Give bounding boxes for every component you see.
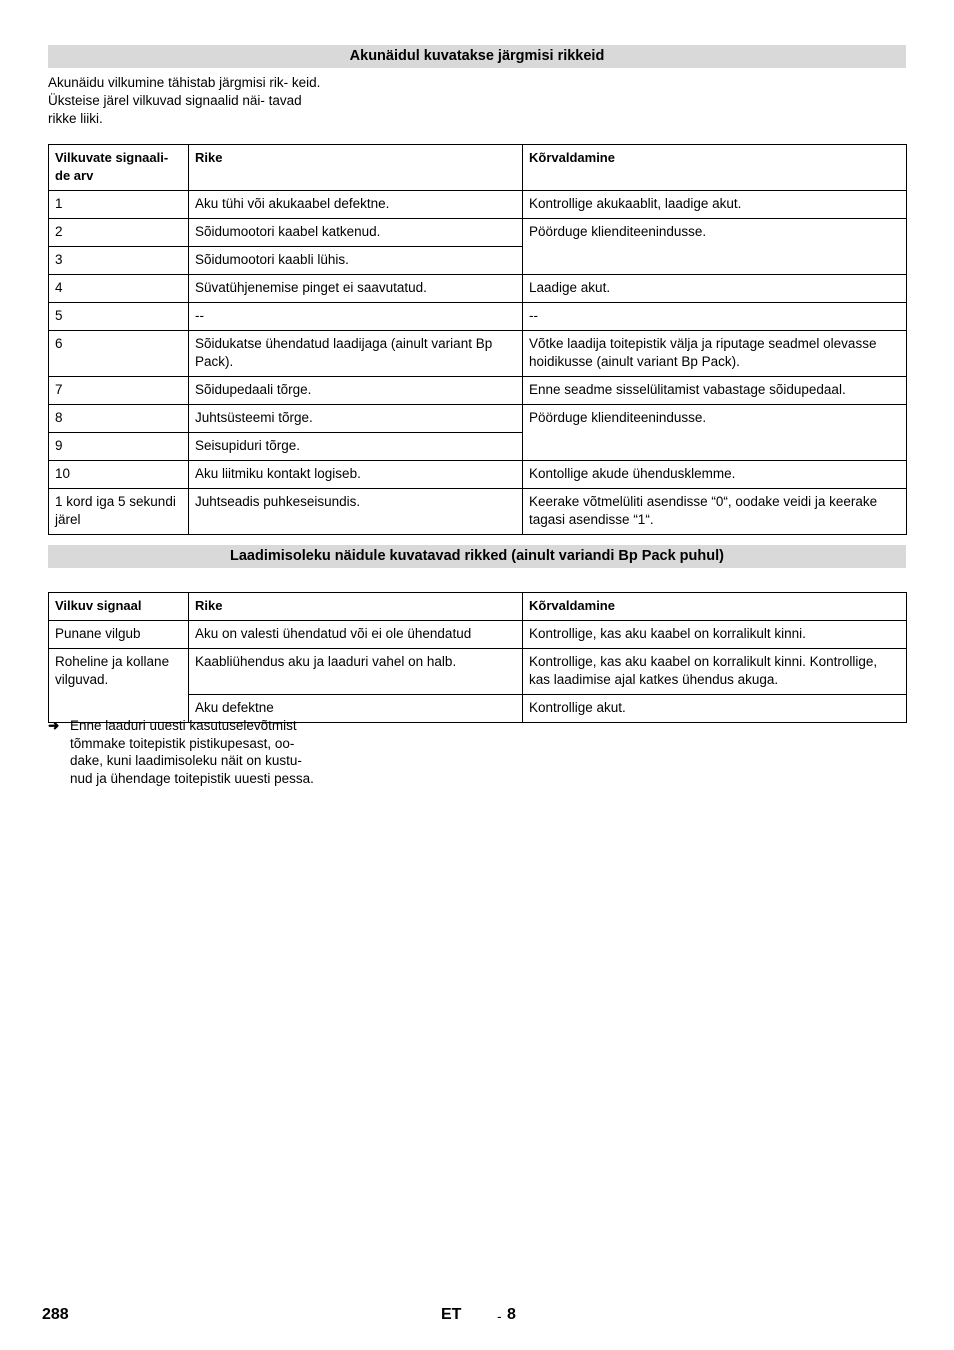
- signal-count: 1: [49, 191, 189, 219]
- table-row: [49, 649, 907, 695]
- signal-count: 1 kord iga 5 sekundi järel: [49, 489, 189, 535]
- remedy-cell: Keerake võtmelüliti asendisse “0“, oodake veidi ja keerake tagasi asendisse “1“.: [523, 489, 907, 535]
- header-fault: Rike: [189, 593, 523, 621]
- header-remedy: Kõrvaldamine: [523, 145, 907, 191]
- intro-text: Akunäidu vilkumine tähistab järgmisi rik- keid. Üksteise järel vilkuvad signaalid näi- tavad rikke liiki.: [48, 75, 321, 126]
- signal-count: 4: [49, 275, 189, 303]
- signal-count: 8: [49, 405, 189, 433]
- table-row: [49, 405, 907, 433]
- table-row: [49, 377, 907, 405]
- fault-cell: --: [189, 303, 523, 331]
- fault-cell: Sõidupedaali tõrge.: [189, 377, 523, 405]
- signal-count: 6: [49, 331, 189, 377]
- fault-cell: Juhtsüsteemi tõrge.: [189, 405, 523, 433]
- fault-cell: Süvatühjenemise pinget ei saavutatud.: [189, 275, 523, 303]
- fault-cell: Aku on valesti ühendatud või ei ole ühendatud: [189, 621, 523, 649]
- signal-count: 9: [49, 433, 189, 461]
- signal-count: 7: [49, 377, 189, 405]
- page-number: 288: [42, 1306, 69, 1323]
- header-remedy: Kõrvaldamine: [523, 593, 907, 621]
- header-fault: Rike: [189, 145, 523, 191]
- fault-cell: Juhtseadis puhkeseisundis.: [189, 489, 523, 535]
- table-header-row: [49, 145, 907, 191]
- fault-cell: Sõidumootori kaabel katkenud.: [189, 219, 523, 247]
- remedy-cell: Enne seadme sisselülitamist vabastage sõidupedaal.: [523, 377, 907, 405]
- fault-cell: Aku liitmiku kontakt logiseb.: [189, 461, 523, 489]
- language-code: ET: [441, 1306, 462, 1323]
- remedy-cell: Laadige akut.: [523, 275, 907, 303]
- signal-count: 3: [49, 247, 189, 275]
- fault-cell: Seisupiduri tõrge.: [189, 433, 523, 461]
- remedy-cell: --: [523, 303, 907, 331]
- remedy-cell: Kontrollige, kas aku kaabel on korralikult kinni. Kontrollige, kas laadimise ajal katkes ühendus akuga.: [523, 649, 907, 695]
- sub-page-number: 8: [507, 1306, 516, 1323]
- remedy-cell: Võtke laadija toitepistik välja ja riputage seadmel olevasse hoidikusse (ainult variant Bp Pack).: [523, 331, 907, 377]
- table-row: [49, 275, 907, 303]
- table-row: [49, 489, 907, 535]
- section-title-battery-faults: Akunäidul kuvatakse järgmisi rikkeid: [48, 45, 906, 68]
- table-row: [49, 461, 907, 489]
- table-row: [49, 303, 907, 331]
- remedy-cell: Kontrollige, kas aku kaabel on korralikult kinni.: [523, 621, 907, 649]
- header-signal: Vilkuv signaal: [49, 593, 189, 621]
- fault-cell: Aku tühi või akukaabel defektne.: [189, 191, 523, 219]
- remedy-cell: Pöörduge klienditeenindusse.: [523, 405, 907, 461]
- section-title-charge-indicator-faults: Laadimisoleku näidule kuvatavad rikked (ainult variandi Bp Pack puhul): [48, 545, 906, 568]
- table-header-row: [49, 593, 907, 621]
- remedy-cell: Kontrollige akut.: [523, 695, 907, 723]
- fault-cell: Sõidumootori kaabli lühis.: [189, 247, 523, 275]
- remedy-cell: Pöörduge klienditeenindusse.: [523, 219, 907, 275]
- footer-separator: -: [497, 1308, 502, 1324]
- table-row: [49, 621, 907, 649]
- table-row: [49, 191, 907, 219]
- signal-count: 10: [49, 461, 189, 489]
- signal-cell: Roheline ja kollane vilguvad.: [49, 649, 189, 723]
- remedy-cell: Kontrollige akukaablit, laadige akut.: [523, 191, 907, 219]
- table-row: [49, 331, 907, 377]
- table-row: [49, 219, 907, 247]
- arrow-right-icon: ➜: [48, 718, 60, 733]
- signal-count: 5: [49, 303, 189, 331]
- signal-cell: Punane vilgub: [49, 621, 189, 649]
- charger-restart-note: [48, 717, 328, 787]
- fault-cell: Aku defektne: [189, 695, 523, 723]
- battery-fault-table: [48, 144, 907, 535]
- charge-fault-table: [48, 592, 907, 723]
- header-signal-count: Vilkuvate signaali- de arv: [49, 145, 189, 191]
- note-text: Enne laaduri uuesti kasutuselevõtmist tõmmake toitepistik pistikupesast, oo- dake, kuni laadimisoleku näit on kustu- nud ja ühendage toitepistik uuesti pessa.: [70, 718, 314, 786]
- signal-count: 2: [49, 219, 189, 247]
- remedy-cell: Kontollige akude ühendusklemme.: [523, 461, 907, 489]
- fault-cell: Kaabliühendus aku ja laaduri vahel on halb.: [189, 649, 523, 695]
- fault-cell: Sõidukatse ühendatud laadijaga (ainult variant Bp Pack).: [189, 331, 523, 377]
